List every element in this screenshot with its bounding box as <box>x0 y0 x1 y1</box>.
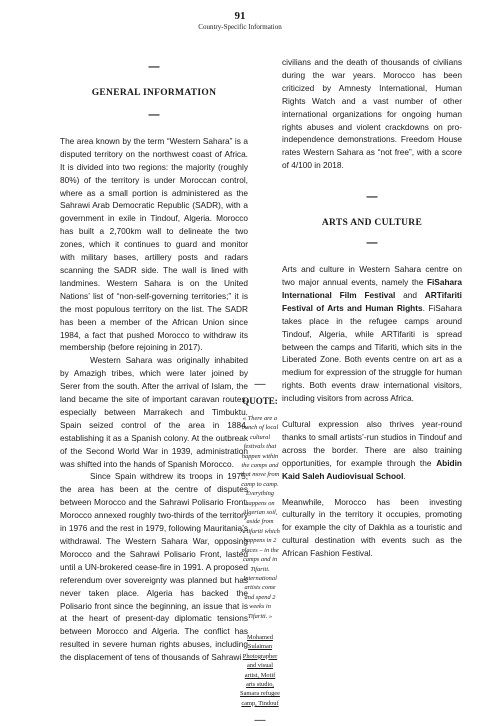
arts-culture-heading: ARTS AND CULTURE <box>321 218 423 229</box>
page-header <box>0 10 480 32</box>
left-column <box>60 62 248 664</box>
festivals-text-d: . FiSahara takes place in the refugee camps around Tindouf, Algeria, while ARTifariti is spread between the camps and Tifariti, which sits in the Liberated Zone. Both events centre on art as a medium for expression of the struggle for human rights. Both events draw international visitors, including visitors from across Africa. <box>282 302 462 404</box>
fisahara-festival-name: FiSahara International Film Festival <box>282 276 462 300</box>
festivals-text-a: Arts and culture in Western Sahara centre on two major annual events, namely the <box>282 264 462 287</box>
divider-bottom: — <box>148 108 160 121</box>
audiovisual-school-name: Abidin Kaid Saleh Audiovisual School <box>282 457 462 481</box>
quote-heading: QUOTE: <box>242 396 278 406</box>
quote-credit: Mohamed Sulaiman Photographer and visual artist, Motif arts studio, Samara refugee camp, Tindouf <box>240 633 280 707</box>
artifariti-festival-name: ARTifariti Festival of Arts and Human Rights <box>282 289 462 313</box>
divider-arts-bottom: — <box>366 237 378 250</box>
quote-box <box>240 378 280 726</box>
general-information-heading: GENERAL INFORMATION <box>91 88 217 98</box>
right-column <box>282 56 462 560</box>
quote-divider-top: — <box>254 378 266 390</box>
paragraph-studios <box>282 418 462 483</box>
quote-divider-bottom: — <box>254 714 266 726</box>
festivals-text-c: and <box>395 289 425 300</box>
paragraph-festivals <box>282 263 462 405</box>
paragraph-morocco-culture: Meanwhile, Morocco has been investing culturally in the territory it occupies, promoting for example the city of Dakhla as a touristic and cultural destination with events such as the African Fashion Festival. <box>282 496 462 559</box>
paragraph-human-rights: civilians and the death of thousands of civilians during the war years. Morocco has been criticized by Amnesty International, Human Rights Watch and a vast number of other international organizations for ongoing human rights abuses and violent crackdowns on pro-independence demonstrations. Freedom House rates Western Sahara as “not free”, with a score of 4/100 in 2018. <box>282 57 462 171</box>
page-number: 91 <box>234 10 246 22</box>
paragraph-history: Western Sahara was originally inhabited by Amazigh tribes, which were later joined by Serer from the south. After the arrival of Islam, the land became the site of important caravan routes, especially between Marrakech and Timbuktu. Spain seized control of the area in 1884, establishing it as a Spanish colony. At the outbreak of the Second World War in 1939, administration was shifted into the hands of Spanish Morocco. <box>60 355 248 469</box>
divider-top: — <box>148 61 160 73</box>
paragraph-conflict: Since Spain withdrew its troops in 1975, the area has been at the centre of disputes between Morocco and the Sahrawi Polisario Front. Morocco annexed roughly two-thirds of the territory in 1976 and the rest in 1979, following Mauritania’s withdrawal. The Western Sahara War, opposing Morocco and the Sahrawi Polisario Front, lasted until a UN-brokered cease-fire in 1991. A proposed referendum over sovereignty was planned but has never taken place. Algeria has backed the Polisario front since the beginning, an issue that is at the heart of present-day diplomatic tensions between Morocco and Algeria. The conflict has resulted in severe human rights abuses, including the displacement of tens of thousands of Sahrawi <box>60 471 248 663</box>
divider-arts-top: — <box>366 191 378 204</box>
section-label: Country-Specific Information <box>198 23 282 31</box>
quote-text: « There are a bunch of local cultural festivals that happen within the camps and that move from camp to camp. Everything happens on Algerian soil, aside from Artifariti which happens in 2 places – in the camps and in Tifariti. International artists come and spend 2 weeks in Tifariti. » <box>240 415 280 620</box>
paragraph-overview: The area known by the term “Western Sahara” is a disputed territory on the northwest coast of Africa. It is divided into two regions: the majority (roughly 80%) of the territory is under Moroccan control, where as a small portion is administered as the Sahrawi Arab Democratic Republic (SADR), with a government in exile in Tindouf, Algeria. Morocco has built a 2,700km wall to delineate the two zones, which it continues to guard and monitor with military bases, artillery posts and radars scanning the SADR side. The wall is lined with landmines. Western Sahara is on the United Nations’ list of “non-self-governing territories;” it is the most populous territory on the list. The SADR has been a member of the African Union since 1984, a fact that pushed Morocco to withdraw its membership (before rejoining in 2017). <box>60 135 248 353</box>
studios-text-a: Cultural expression also thrives year-round thanks to small artists’-run studios in Tindouf and across the border. There are also training opportunities, for example through the <box>282 419 462 468</box>
studios-text-c: . <box>403 470 406 481</box>
